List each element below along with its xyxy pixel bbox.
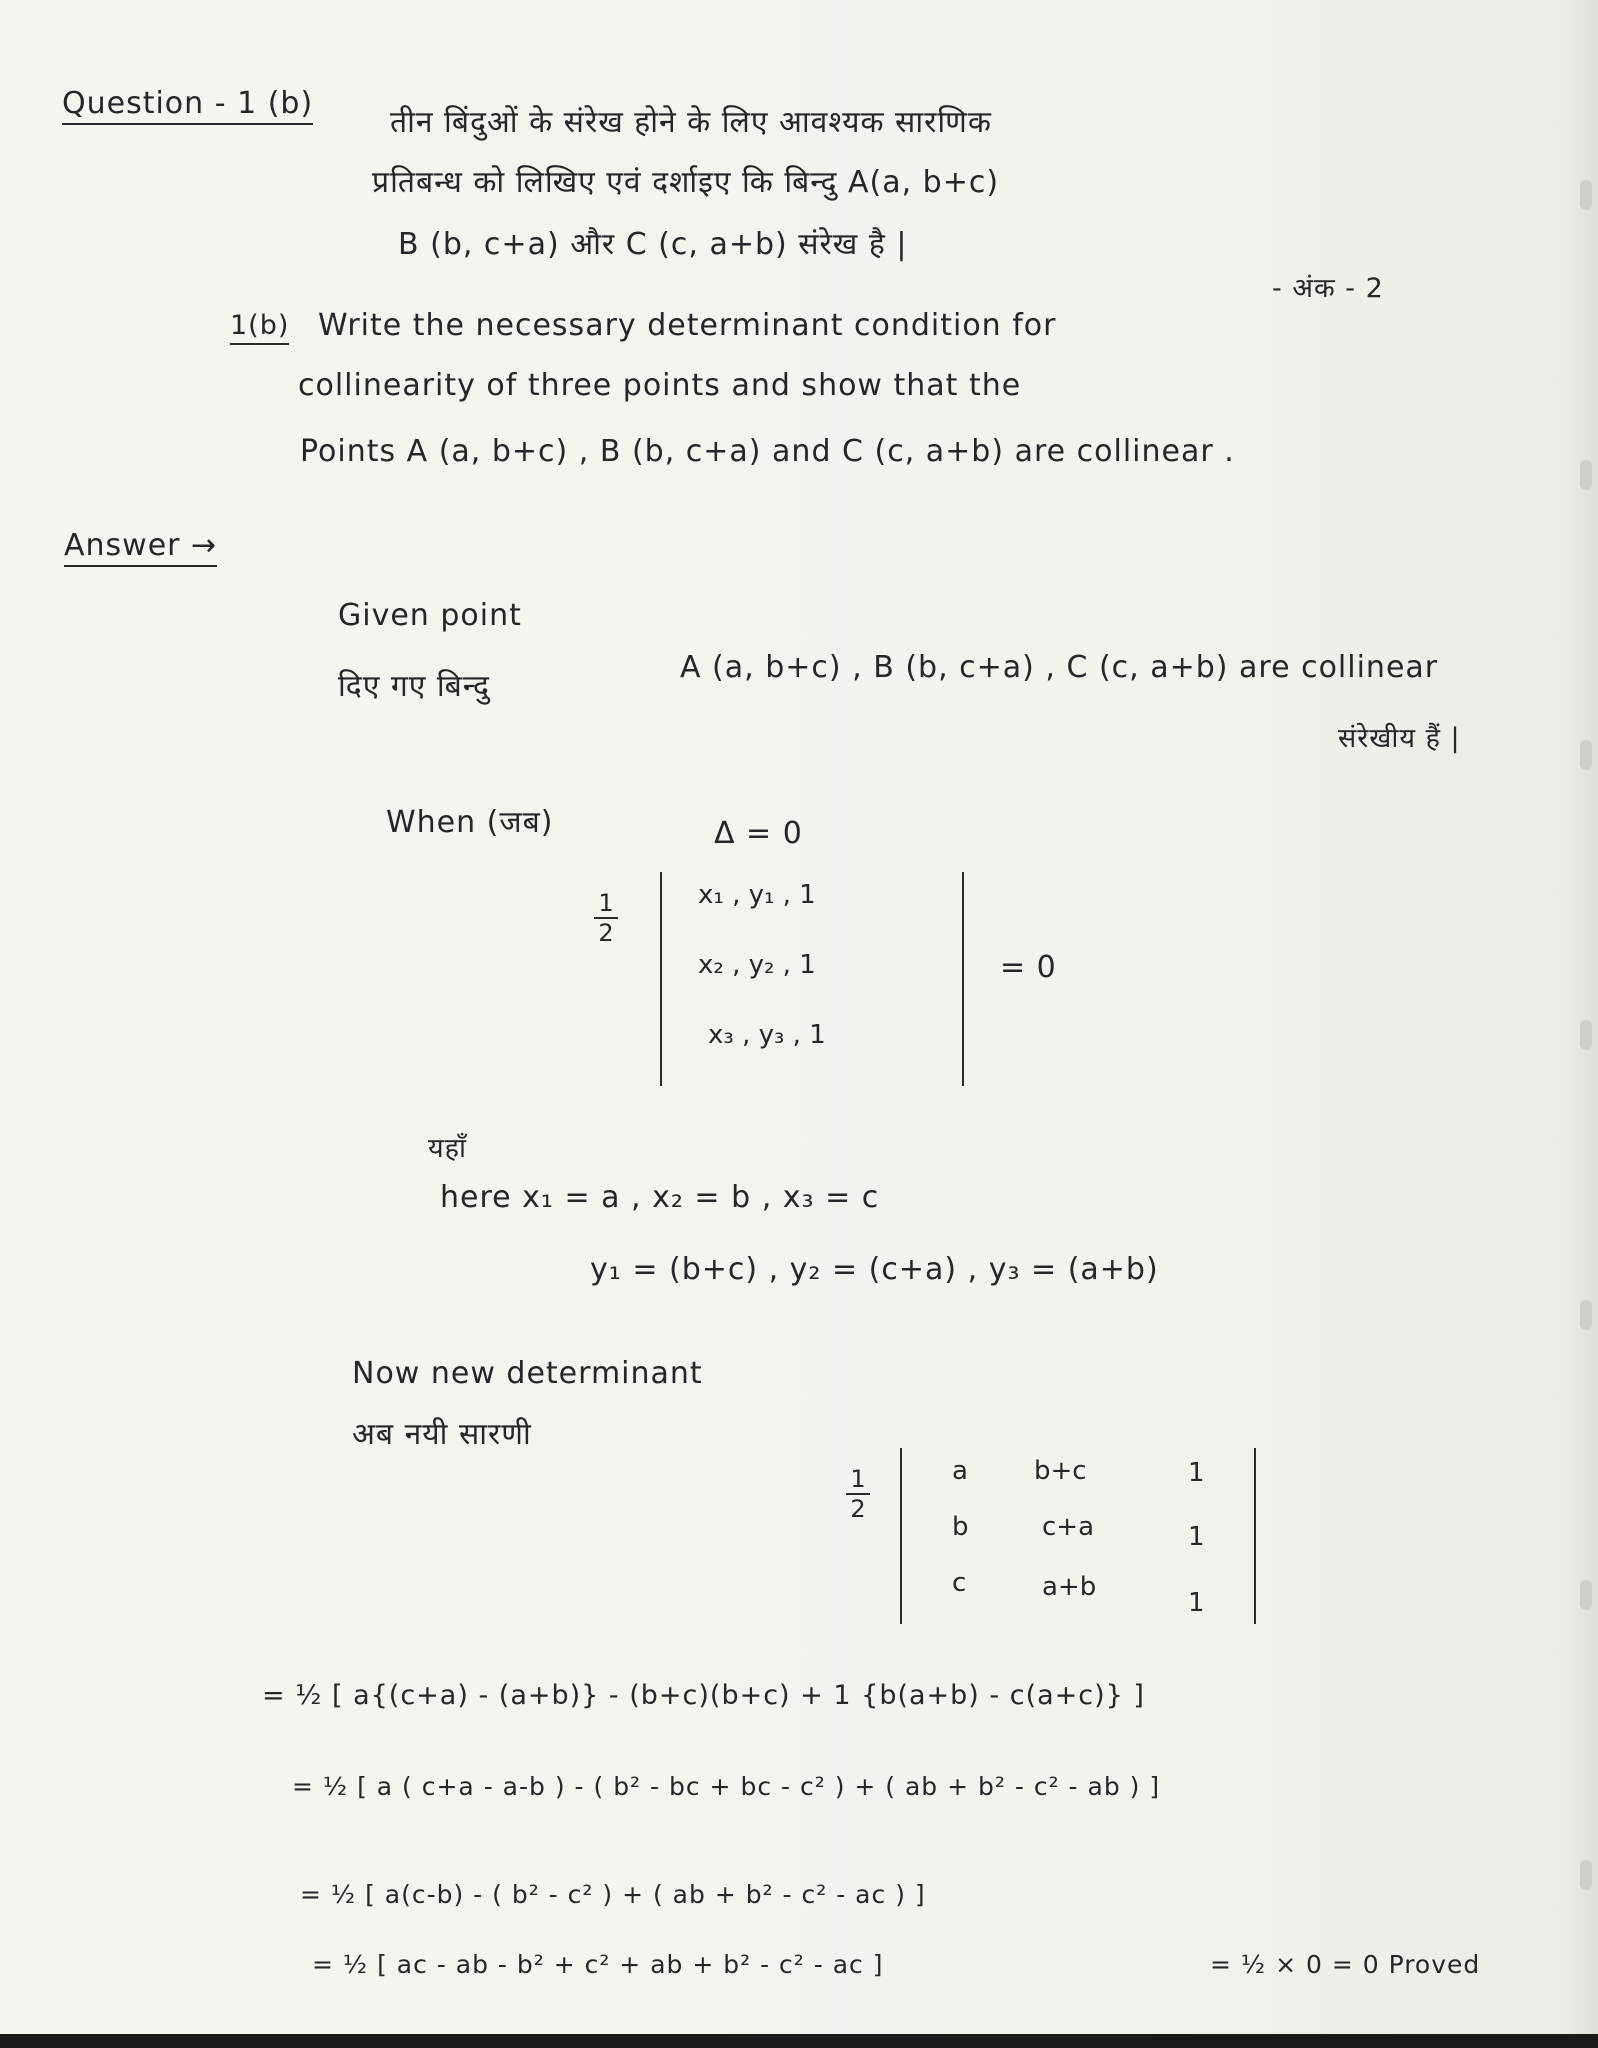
expansion-step-2: = ½ [ a ( c+a - a-b ) - ( b² - bc + bc - c² ) + ( ab + b² - c² - ab ) ] (292, 1772, 1161, 1801)
page-bottom-edge (0, 2034, 1598, 2048)
spiral-hole (1580, 740, 1592, 770)
answer-label: Answer → (64, 528, 217, 567)
det2-one-1: 1 (1188, 1458, 1205, 1488)
given-hindi-end: संरेखीय हैं | (1338, 723, 1461, 754)
marks-label: - अंक - 2 (1272, 273, 1384, 304)
delta-condition: Δ = 0 (714, 816, 803, 851)
question-hindi-line-1: तीन बिंदुओं के संरेख होने के लिए आवश्यक सारणिक (390, 105, 992, 140)
det1-row-1: x₁ , y₁ , 1 (698, 880, 816, 910)
det2-a: a (952, 1456, 968, 1486)
fraction-denominator: 2 (598, 919, 614, 947)
half-fraction-1 (594, 890, 618, 946)
given-hindi: दिए गए बिन्दु (338, 669, 490, 704)
expansion-step-4: = ½ [ ac - ab - b² + c² + ab + b² - c² - ac ] (312, 1950, 884, 1979)
det1-equals-zero: = 0 (1000, 950, 1057, 985)
given-english: Given point (338, 598, 522, 633)
english-question-line-2: collinearity of three points and show that the (298, 368, 1022, 403)
det2-b-plus-c: b+c (1034, 1456, 1087, 1486)
now-english: Now new determinant (352, 1356, 703, 1391)
yahan-hindi: यहाँ (428, 1133, 467, 1164)
english-question-label: 1(b) (230, 310, 289, 345)
fraction-numerator: 1 (850, 1465, 866, 1493)
given-points: A (a, b+c) , B (b, c+a) , C (c, a+b) are collinear (680, 650, 1439, 685)
final-result: = ½ × 0 = 0 Proved (1210, 1950, 1481, 1979)
expansion-step-1: = ½ [ a{(c+a) - (a+b)} - (b+c)(b+c) + 1 {b(a+b) - c(a+c)} ] (262, 1680, 1145, 1711)
fraction-denominator: 2 (850, 1495, 866, 1523)
english-question-line-1: Write the necessary determinant condition for (318, 308, 1057, 343)
det1-row-3: x₃ , y₃ , 1 (708, 1020, 826, 1050)
half-fraction-2 (846, 1466, 870, 1522)
question-label: Question - 1 (b) (62, 86, 313, 125)
det1-row-2: x₂ , y₂ , 1 (698, 950, 816, 980)
spiral-hole (1580, 1020, 1592, 1050)
question-hindi-line-2: प्रतिबन्ध को लिखिए एवं दर्शाइए कि बिन्दु A(a, b+c) (372, 165, 1000, 200)
question-hindi-line-3: B (b, c+a) और C (c, a+b) संरेख है | (398, 227, 908, 262)
spiral-hole (1580, 1580, 1592, 1610)
det2-c: c (952, 1568, 967, 1598)
expansion-step-3: = ½ [ a(c-b) - ( b² - c² ) + ( ab + b² - c² - ac ) ] (300, 1880, 926, 1909)
det2-one-2: 1 (1188, 1522, 1205, 1552)
det2-b: b (952, 1512, 969, 1542)
here-line-2: y₁ = (b+c) , y₂ = (c+a) , y₃ = (a+b) (590, 1252, 1159, 1287)
det2-one-3: 1 (1188, 1588, 1205, 1618)
determinant-2 (900, 1448, 1256, 1624)
spiral-hole (1580, 1300, 1592, 1330)
spiral-hole (1580, 180, 1592, 210)
fraction-numerator: 1 (598, 889, 614, 917)
det2-c-plus-a: c+a (1042, 1512, 1095, 1542)
now-hindi: अब नयी सारणी (352, 1417, 532, 1452)
here-line-1: here x₁ = a , x₂ = b , x₃ = c (440, 1180, 880, 1215)
english-question-line-3: Points A (a, b+c) , B (b, c+a) and C (c, a+b) are collinear . (300, 434, 1235, 469)
spiral-hole (1580, 1860, 1592, 1890)
determinant-1 (660, 872, 964, 1086)
spiral-hole (1580, 460, 1592, 490)
when-label: When (जब) (386, 805, 554, 840)
det2-a-plus-b: a+b (1042, 1572, 1097, 1602)
